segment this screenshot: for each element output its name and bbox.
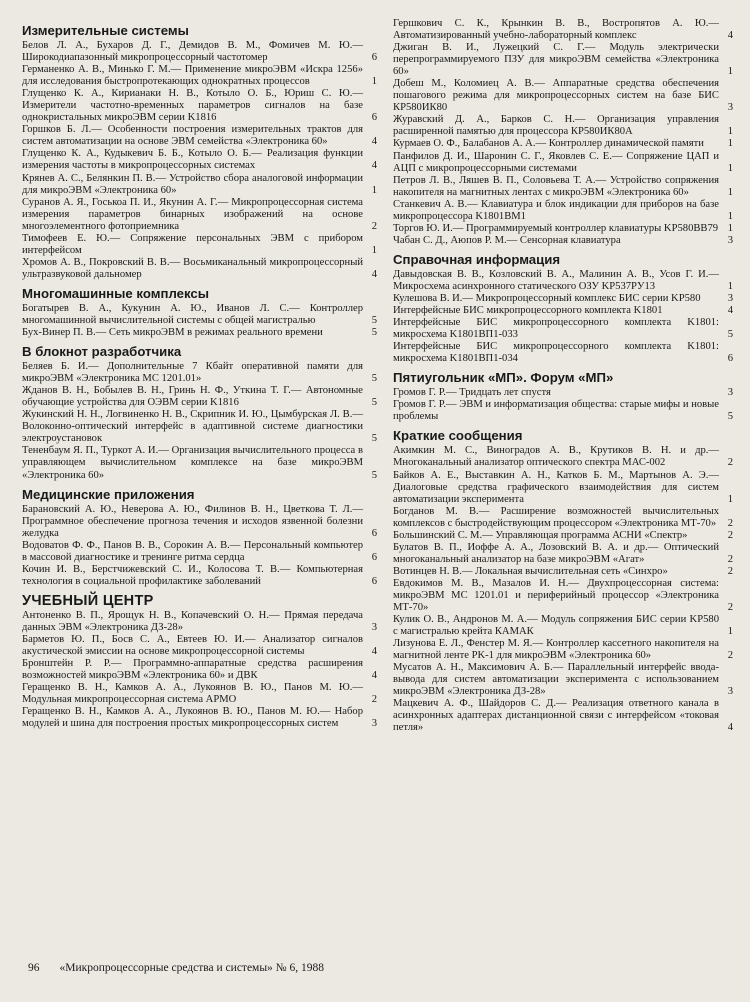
entry-text: Добеш М., Коломиец А. В.— Аппаратные средства обеспечения пошагового режима для микропроцессорных систем на базе БИС КР580ИК80: [393, 78, 719, 114]
entry-page: 4: [371, 268, 377, 280]
entry-text: Германенко А. В., Минько Г. М.— Применение микроЭВМ «Искра 1256» для исследования быстропротекающих однократных процессов: [22, 64, 363, 88]
toc-entry: [393, 698, 733, 734]
entry-page: 1: [727, 626, 733, 638]
toc-entry: [393, 42, 733, 78]
toc-entry: [393, 18, 733, 42]
toc-entry: [393, 470, 733, 506]
entry-text: Гершкович С. К., Крынкин В. В., Востропятов А. Ю.— Автоматизированный учебно-лабораторный комплекс: [393, 18, 719, 42]
toc-entry: [393, 399, 733, 423]
toc-entry: [393, 638, 733, 662]
entry-page: 3: [727, 686, 733, 698]
entry-text: Жукинский Н. Н., Логвиненко Н. В., Скрипник И. Ю., Цымбурская Л. В.— Волоконно-оптический интерфейс в адаптивной системе диагностики электроустановок: [22, 409, 363, 445]
entry-text: Богатырев В. А., Кукунин А. Ю., Иванов Л. С.— Контроллер многомашинной вычислительной системы с общей магистралью: [22, 302, 363, 326]
entry-page: 2: [727, 602, 733, 614]
entry-page: 2: [727, 650, 733, 662]
toc-entry: [22, 148, 377, 172]
toc-entry: [393, 138, 733, 150]
left-column: [22, 18, 377, 730]
toc-entry: [393, 269, 733, 293]
entry-page: 5: [371, 314, 377, 326]
entry-text: Антоненко В. П., Ярощук Н. В., Копачевский О. Н.— Прямая передача данных ЭВМ «Электроника ДЗ-28»: [22, 609, 363, 633]
section-heading: Краткие сообщения: [393, 428, 523, 444]
entry-page: 1: [371, 184, 377, 196]
right-column: [393, 18, 733, 735]
entry-page: 4: [727, 30, 733, 42]
entry-page: 1: [727, 222, 733, 234]
entry-text: Водоватов Ф. Ф., Панов В. В., Сорокин А. В.— Персональный компьютер в массовой диагностике и тренинге ритма сердца: [22, 539, 363, 563]
entry-page: 6: [371, 52, 377, 64]
toc-entry: [22, 327, 377, 339]
entry-text: Суранов А. Я., Госькоа П. И., Якунин А. Г.— Микропроцессорная система измерения параметров бинарных изображений на основе многоэлементного фотоприемника: [22, 196, 363, 232]
entry-page: 2: [727, 529, 733, 541]
entry-text: Вотинцев Н. В.— Локальная вычислительная сеть «Синхро»: [393, 565, 668, 577]
entry-text: Геращенко В. Н., Камков А. А., Лукоянов В. Ю., Панов М. Ю.— Набор модулей и шина для построения простых микропроцессорных систем: [22, 706, 363, 730]
entry-text: Барметов Ю. П., Босв С. А., Евтеев Ю. И.— Анализатор сигналов акустической эмиссии на основе микропроцессорной системы: [22, 633, 363, 658]
entry-page: 6: [371, 551, 377, 563]
entry-text: Тимофеев Е. Ю.— Сопряжение персональных ЭВМ с прибором интерфейсом: [22, 232, 363, 256]
toc-entry: [393, 387, 733, 399]
entry-text: Громов Г. Р.— Тридцать лет спустя: [393, 387, 551, 399]
entry-text: Интерфейсные БИС микропроцессорного комплекта K1801: микросхема K1801BП1-034: [393, 341, 719, 365]
toc-entry: [393, 293, 733, 305]
entry-text: Байков А. Е., Выставкин А. Н., Катков Б. М., Мартынов А. Э.— Диалоговые средства графического взаимодействия для систем автоматизации эксперимента: [393, 469, 719, 505]
entry-page: 4: [727, 305, 733, 317]
section-heading: Измерительные системы: [22, 23, 189, 38]
entry-page: 4: [371, 160, 377, 172]
toc-entry: [393, 662, 733, 698]
toc-entry: [22, 40, 377, 64]
entry-text: Петров Л. В., Ляшев В. П., Соловьева Т. А.— Устройство сопряжения накопителя на магнитных лентах с микроЭВМ «Электроника 60»: [393, 174, 719, 198]
entry-text: Мацкевич А. Ф., Шайдоров С. Д.— Реализация ответного канала в асинхронных адаптерах дистанционной связи с интерфейсом «токовая петля»: [393, 698, 719, 734]
entry-text: Кулик О. В., Андронов М. А.— Модуль сопряжения БИС серии KP580 с магистралью крейта КАМАК: [393, 614, 719, 638]
entry-page: 3: [727, 234, 733, 246]
section-heading: Многомашинные комплексы: [22, 285, 209, 301]
toc-entry: [393, 114, 733, 138]
entry-page: 5: [371, 373, 377, 385]
entry-text: Горшков Б. Л.— Особенности построения измерительных трактов для систем автоматизации на основе ЭВМ семейства «Электроника 60»: [22, 124, 363, 148]
toc-entry: [22, 173, 377, 197]
entry-page: 1: [371, 244, 377, 256]
entry-text: Журавский Д. А., Барков С. Н.— Организация управления расширенной памятью для процессора КР580ИК80А: [393, 114, 719, 138]
toc-entry: [22, 233, 377, 257]
section-heading: В блокнот разработчика: [22, 344, 182, 360]
toc-entry: [393, 542, 733, 566]
entry-page: 3: [727, 387, 733, 399]
toc-entry: [22, 361, 377, 385]
toc-entry: [22, 540, 377, 564]
entry-text: Курмаев О. Ф., Балабанов А. А.— Контроллер динамической памяти: [393, 138, 704, 150]
entry-page: 2: [371, 220, 377, 232]
entry-page: 2: [727, 565, 733, 577]
toc-entry: [393, 578, 733, 614]
entry-text: Громов Г. Р.— ЭВМ и информатизация общества: старые мифы и новые проблемы: [393, 399, 719, 423]
entry-page: 5: [727, 411, 733, 423]
entry-page: 6: [727, 353, 733, 365]
toc-entry: [393, 151, 733, 175]
journal-title: «Микропроцессорные средства и системы» № 6, 1988: [59, 962, 325, 974]
toc-entry: [393, 175, 733, 199]
toc-entry: [22, 706, 377, 730]
entry-page: 3: [727, 292, 733, 304]
entry-text: Акимкин М. С., Виноградов А. В., Крутиков В. Н. и др.— Многоканальный анализатор оптического спектра МАС-002: [393, 445, 719, 469]
toc-entry: [393, 317, 733, 341]
entry-text: Чабан С. Д., Аюпов Р. М.— Сенсорная клавиатура: [393, 234, 621, 246]
toc-entry: [22, 303, 377, 327]
toc-entry: [393, 78, 733, 114]
entry-page: 2: [727, 457, 733, 469]
entry-page: 1: [727, 210, 733, 222]
entry-text: Бронштейн Р. Р.— Программно-аппаратные средства расширения возможностей микроЭВМ «Электроника 60» и ДВК: [22, 658, 363, 682]
entry-text: Богданов М. В.— Расширение возможностей вычислительных комплексов с быстродействующим процессором «Электроника МТ-70»: [393, 505, 719, 529]
entry-text: Мусатов А. Н., Максимович А. Б.— Параллельный интерфейс ввода-вывода для систем автоматизации эксперимента с использованием микроЭВМ «Электроника ДЗ-28»: [393, 662, 719, 698]
toc-entry: [22, 658, 377, 682]
toc-entry: [22, 409, 377, 445]
toc-entry: [22, 88, 377, 124]
page-number: 96: [28, 962, 40, 974]
toc-entry: [393, 614, 733, 638]
entry-page: 2: [371, 694, 377, 706]
toc-entry: [22, 634, 377, 658]
entry-text: Жданов В. Н., Бобылев В. Н., Гринь Н. Ф., Уткина Т. Г.— Автономные обучающие устройства для ОЭВМ серии K1816: [22, 385, 363, 409]
entry-text: Давыдовская В. В., Козловский В. А., Малинин А. В., Усов Г. И.— Микросхема асинхронного статического ОЗУ KP537PУ13: [393, 268, 719, 292]
entry-text: Барановский А. Ю., Неверова А. Ю., Филинов В. Н., Цветкова Т. Л.— Программное обеспечение прогноза течения и исходов язвенной болезни желудка: [22, 503, 363, 539]
entry-page: 3: [371, 621, 377, 633]
toc-entry: [22, 445, 377, 481]
entry-page: 1: [727, 186, 733, 198]
entry-text: Станкевич А. В.— Клавиатура и блок индикации для приборов на базе микропроцессора K1801BM1: [393, 198, 719, 222]
entry-text: Глущенко К. А., Кудыкевич Б. Б., Котыло О. Б.— Реализация функции измерения частоты в микропроцессорных системах: [22, 148, 363, 172]
entry-text: Интерфейсные БИС микропроцессорного комплекта K1801: [393, 305, 663, 317]
entry-page: 6: [371, 112, 377, 124]
entry-page: 5: [727, 329, 733, 341]
entry-text: Белов Л. А., Бухаров Д. Г., Демидов В. М., Фомичев М. Ю.— Широкодиапазонный микропроцессорный частотомер: [22, 40, 363, 64]
toc-entry: [393, 235, 733, 247]
entry-text: Беляев Б. И.— Дополнительные 7 Кбайт оперативной памяти для микроЭВМ «Электроника МС 1201.01»: [22, 361, 363, 385]
entry-text: Торгов Ю. И.— Программируемый контроллер клавиатуры KP580BB79: [393, 222, 719, 234]
entry-page: 1: [371, 76, 377, 88]
entry-page: 5: [371, 397, 377, 409]
page-footer: [28, 962, 648, 974]
section-heading: Пятиугольник «МП». Форум «МП»: [393, 370, 614, 386]
toc-entry: [393, 341, 733, 365]
entry-page: 3: [727, 102, 733, 114]
entry-page: 1: [727, 138, 733, 150]
entry-text: Хромов А. В., Покровский В. В.— Восьмиканальный микропроцессорный ультразвуковой дальномер: [22, 256, 363, 280]
entry-page: 6: [371, 575, 377, 587]
entry-text: Булатов В. П., Иоффе А. А., Лозовский В. А. и др.— Оптический многоканальный анализатор на базе микроЭВМ «Агат»: [393, 541, 719, 565]
toc-entry: [22, 124, 377, 148]
toc-entry: [393, 199, 733, 223]
entry-text: Бух-Винер П. В.— Сеть микроЭВМ в режимах реального времени: [22, 327, 323, 339]
toc-entry: [22, 504, 377, 540]
toc-entry: [393, 305, 733, 317]
entry-page: 6: [371, 527, 377, 539]
toc-entry: [22, 197, 377, 233]
entry-text: Панфилов Д. И., Шаронин С. Г., Яковлев С. Е.— Сопряжение ЦАП и АЦП с микропроцессорными системами: [393, 150, 719, 174]
entry-text: Глущенко К. А., Кирианаки Н. В., Котыло О. Б., Юриш С. Ю.— Измерители частотно-временных параметров сигналов на базе однокристальных микроЭВМ серии K1816: [22, 88, 363, 124]
entry-page: 4: [371, 670, 377, 682]
entry-page: 5: [371, 327, 377, 339]
entry-text: Кочин И. В., Берстчижевский С. И., Колосова Т. В.— Компьютерная технология в социальной профилактике заболеваний: [22, 563, 363, 587]
toc-entry: [22, 564, 377, 588]
entry-text: Интерфейсные БИС микропроцессорного комплекта K1801: микросхема K1801BП1-033: [393, 317, 719, 341]
toc-entry: [393, 566, 733, 578]
toc-entry: [22, 257, 377, 281]
entry-text: Кулешова В. И.— Микропроцессорный комплекс БИС серии KP580: [393, 292, 701, 304]
entry-text: Тененбаум Я. П., Туркот А. И.— Организация вычислительного процесса в управляющем вычислительном комплексе на базе микроЭВМ «Электроника 60»: [22, 445, 363, 481]
toc-entry: [393, 530, 733, 542]
toc-entry: [393, 223, 733, 235]
entry-page: 4: [727, 722, 733, 734]
entry-text: Геращенко В. Н., Камков А. А., Лукоянов В. Ю., Панов М. Ю.— Модульная микропроцессорная система АРМО: [22, 682, 363, 706]
entry-page: 1: [727, 66, 733, 78]
toc-entry: [393, 506, 733, 530]
entry-page: 1: [727, 162, 733, 174]
entry-page: 2: [727, 553, 733, 565]
entry-page: 5: [371, 433, 377, 445]
toc-entry: [22, 64, 377, 88]
entry-page: 4: [371, 136, 377, 148]
section-heading: Медицинские приложения: [22, 486, 195, 502]
entry-text: Джиган В. И., Лужецкий С. Г.— Модуль электрически перепрограммируемого ПЗУ для микроЭВМ семейства «Электроника 60»: [393, 42, 719, 78]
entry-page: 1: [727, 126, 733, 138]
entry-page: 1: [727, 280, 733, 292]
toc-entry: [22, 610, 377, 634]
toc-entry: [393, 445, 733, 469]
entry-page: 3: [371, 718, 377, 730]
entry-text: Большинский С. М.— Управляющая программа АСНИ «Спектр»: [393, 529, 688, 541]
entry-page: 1: [727, 493, 733, 505]
entry-page: 2: [727, 517, 733, 529]
entry-page: 4: [371, 646, 377, 658]
section-heading: Справочная информация: [393, 251, 561, 267]
section-heading: УЧЕБНЫЙ ЦЕНТР: [22, 592, 154, 609]
toc-entry: [22, 385, 377, 409]
entry-page: 5: [371, 469, 377, 481]
entry-text: Евдокимов М. В., Мазалов И. Н.— Двухпроцессорная система: микроЭВМ МС 1201.01 и периферийный процессор «Электроника МТ-70»: [393, 577, 719, 614]
entry-text: Лизунова Е. Л., Фенстер М. Я.— Контроллер кассетного накопителя на магнитной ленте PK-1 для микроЭВМ «Электроника 60»: [393, 638, 719, 662]
toc-entry: [22, 682, 377, 706]
entry-text: Крянев А. С., Белянкин П. В.— Устройство сбора аналоговой информации для микроЭВМ «Электроника 60»: [22, 172, 363, 196]
